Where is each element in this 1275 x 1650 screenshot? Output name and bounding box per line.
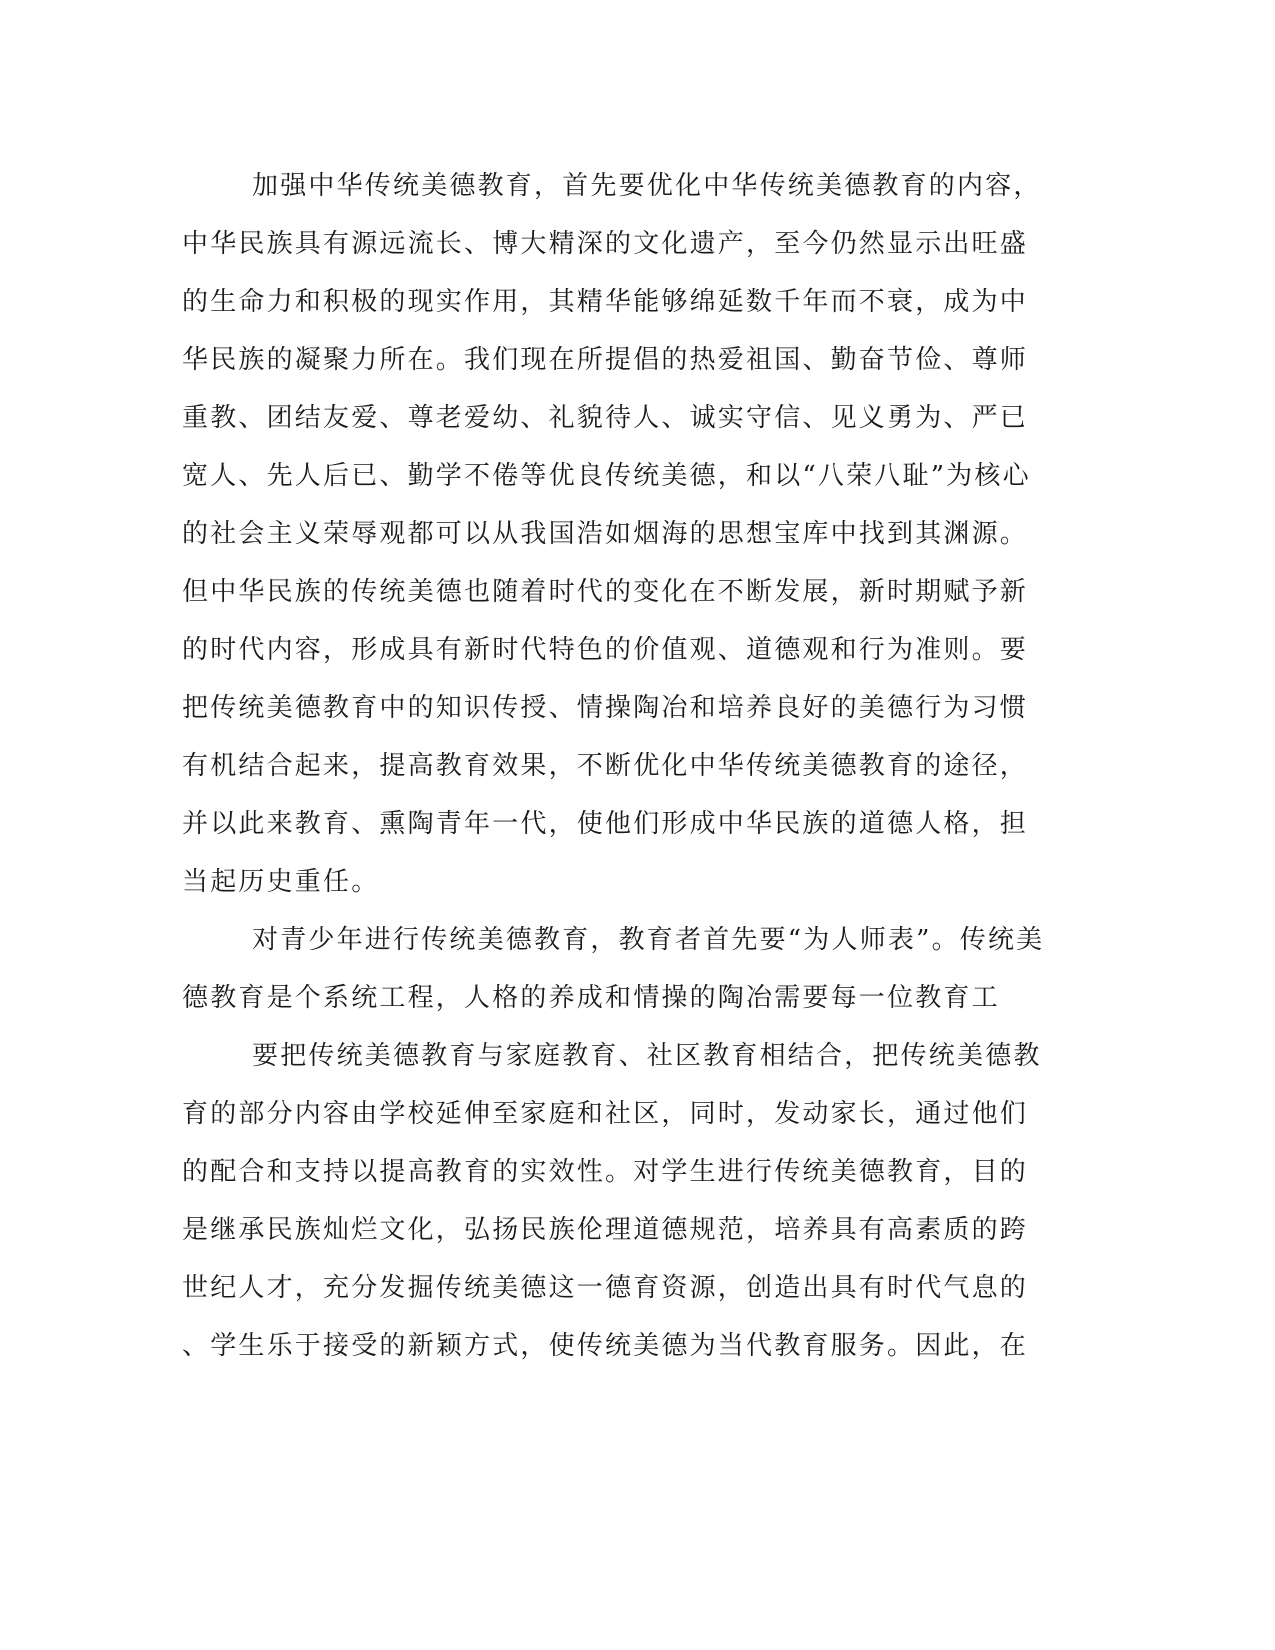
paragraph-traditional-virtue-content: [182, 157, 1042, 911]
text-line: 是继承民族灿烂文化，弘扬民族伦理道德规范，培养具有高素质的跨: [182, 1215, 1029, 1245]
text-line: 的配合和支持以提高教育的实效性。对学生进行传统美德教育，目的: [182, 1157, 1029, 1187]
paragraph-family-community-education: [182, 1027, 1042, 1375]
text-line: 要把传统美德教育与家庭教育、社区教育相结合，把传统美德教: [252, 1041, 1042, 1071]
text-line: 世纪人才，充分发掘传统美德这一德育资源，创造出具有时代气息的: [182, 1273, 1029, 1303]
text-line: 中华民族具有源远流长、博大精深的文化遗产，至今仍然显示出旺盛: [182, 229, 1029, 259]
text-line: 加强中华传统美德教育，首先要优化中华传统美德教育的内容，: [252, 171, 1042, 201]
text-line: 的社会主义荣辱观都可以从我国浩如烟海的思想宝库中找到其渊源。: [182, 519, 1029, 549]
text-line: 的时代内容，形成具有新时代特色的价值观、道德观和行为准则。要: [182, 635, 1029, 665]
paragraph-educator-role-model: [182, 911, 1045, 1027]
text-line: 重教、团结友爱、尊老爱幼、礼貌待人、诚实守信、见义勇为、严已: [182, 403, 1029, 433]
text-line: 、学生乐于接受的新颖方式，使传统美德为当代教育服务。因此，在: [182, 1331, 1029, 1361]
text-line: 并以此来教育、熏陶青年一代，使他们形成中华民族的道德人格，担: [182, 809, 1029, 839]
text-line: 宽人、先人后已、勤学不倦等优良传统美德，和以“八荣八耻”为核心: [182, 461, 1031, 491]
document-body: [182, 157, 1045, 1375]
text-line: 的生命力和积极的现实作用，其精华能够绵延数千年而不衰，成为中: [182, 287, 1029, 317]
text-line: 德教育是个系统工程，人格的养成和情操的陶冶需要每一位教育工: [182, 983, 1000, 1013]
text-line: 有机结合起来，提高教育效果，不断优化中华传统美德教育的途径，: [182, 751, 1029, 781]
text-line: 但中华民族的传统美德也随着时代的变化在不断发展，新时期赋予新: [182, 577, 1029, 607]
text-line: 当起历史重任。: [182, 867, 380, 897]
text-line: 育的部分内容由学校延伸至家庭和社区，同时，发动家长，通过他们: [182, 1099, 1029, 1129]
text-line: 把传统美德教育中的知识传授、情操陶冶和培养良好的美德行为习惯: [182, 693, 1029, 723]
text-line: 华民族的凝聚力所在。我们现在所提倡的热爱祖国、勤奋节俭、尊师: [182, 345, 1029, 375]
text-line: 对青少年进行传统美德教育，教育者首先要“为人师表”。传统美: [252, 925, 1045, 955]
